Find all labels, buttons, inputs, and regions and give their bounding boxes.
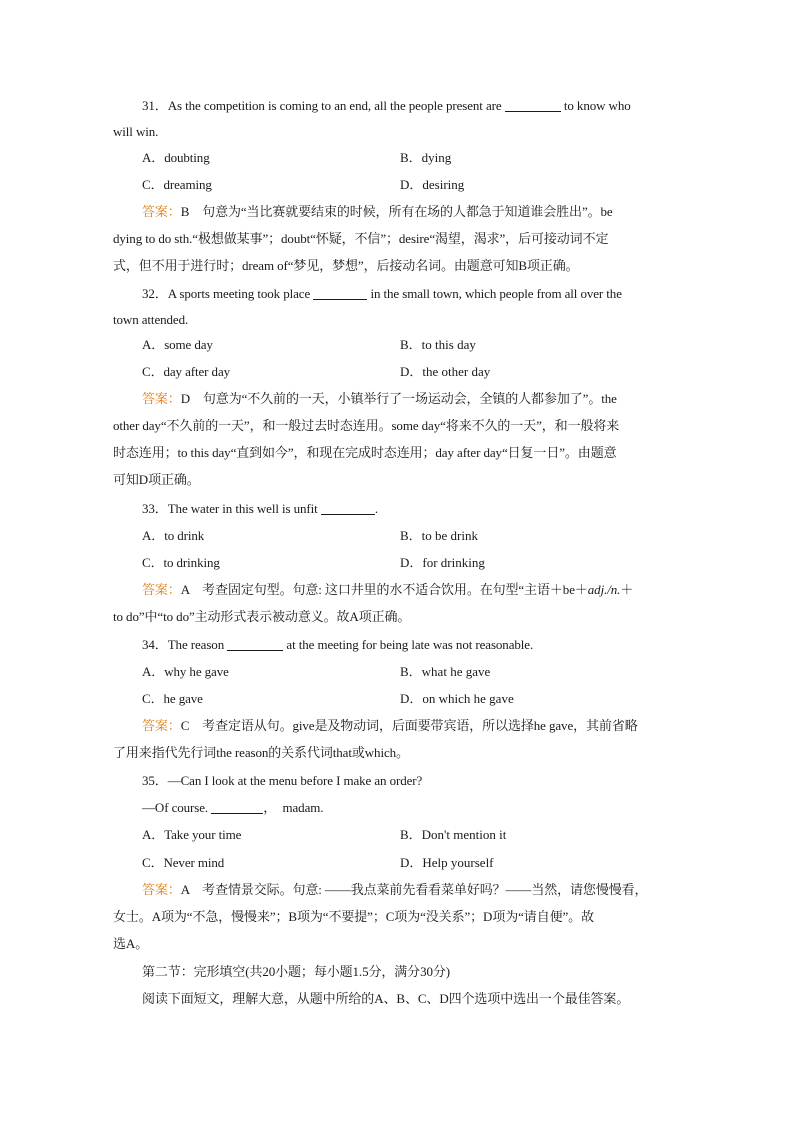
q33-stem-text: 33．The water in this well is unfit <box>142 501 318 516</box>
answer-text: A 考查固定句型。句意: 这口井里的水不适合饮用。在句型“主语＋be＋ <box>180 582 588 597</box>
answer-text: D 句意为“不久前的一天，小镇举行了一场运动会，全镇的人都参加了”。the <box>180 391 617 406</box>
q32-stem <box>142 280 712 307</box>
q34-stem-text: at the meeting for being late was not reasonable. <box>286 637 534 652</box>
q33-stem-text: . <box>374 501 378 516</box>
q35-option-b: B．Don't mention it <box>400 827 507 842</box>
q33-option-a: A．to drink <box>142 528 205 543</box>
q33-option-d: D．for drinking <box>400 555 485 570</box>
q34-stem-text: 34．The reason <box>142 637 225 652</box>
q34-option-c: C．he gave <box>142 691 203 706</box>
q35-stem-line2 <box>142 794 712 821</box>
q34-stem <box>142 631 712 658</box>
q32-answer <box>142 385 712 412</box>
q34-option-d: D．on which he gave <box>400 691 514 706</box>
q35-answer-line3: 选A。 <box>113 936 149 951</box>
q35-answer <box>142 876 712 903</box>
answer-blank <box>321 500 375 515</box>
q32-answer-line2: other day“不久前的一天”，和一般过去时态连用。some day“将来不久的一天”，和一般将来 <box>113 418 620 433</box>
q31-option-b: B．dying <box>400 150 452 165</box>
q33-option-b: B．to be drink <box>400 528 478 543</box>
q35-stem-text: ， madam. <box>263 800 324 815</box>
q31-stem <box>142 92 712 119</box>
q32-answer-line4: 可知D项正确。 <box>113 472 200 487</box>
section-instruction: 阅读下面短文，理解大意，从题中所给的A、B、C、D四个选项中选出一个最佳答案。 <box>142 991 630 1006</box>
answer-text: C 考查定语从句。give是及物动词，后面要带宾语，所以选择he gave，其前省略 <box>180 718 638 733</box>
q31-answer-line2: dying to do sth.“极想做某事”；doubt“怀疑，不信”；desire“渴望，渴求”，后可接动词不定 <box>113 231 609 246</box>
q32-answer-line3: 时态连用；to this day“直到如今”，和现在完成时态连用；day after day“日复一日”。由题意 <box>113 445 617 460</box>
q31-stem-text: to know who <box>563 98 631 113</box>
answer-label: 答案： <box>142 582 181 597</box>
q32-option-d: D．the other day <box>400 364 491 379</box>
answer-blank <box>211 799 263 814</box>
q35-stem: 35．—Can I look at the menu before I make an order? <box>142 773 423 788</box>
q34-answer <box>142 712 712 739</box>
answer-blank <box>313 285 367 300</box>
answer-text: B 句意为“当比赛就要结束的时候，所有在场的人都急于知道谁会胜出”。be <box>180 204 613 219</box>
answer-blank <box>227 636 283 651</box>
q33-stem <box>142 495 712 522</box>
section-title: 第二节：完形填空(共20小题；每小题1.5分，满分30分) <box>142 964 451 979</box>
q34-answer-line2: 了用来指代先行词the reason的关系代词that或which。 <box>113 745 409 760</box>
q31-stem-cont: will win. <box>113 124 159 139</box>
q35-option-c: C．Never mind <box>142 855 225 870</box>
q32-stem-text: 32．A sports meeting took place <box>142 286 311 301</box>
answer-label: 答案： <box>142 882 181 897</box>
q35-stem-text: —Of course. <box>142 800 209 815</box>
q31-option-c: C．dreaming <box>142 177 212 192</box>
q34-option-a: A．why he gave <box>142 664 229 679</box>
q31-answer <box>142 198 712 225</box>
q32-option-c: C．day after day <box>142 364 231 379</box>
answer-label: 答案： <box>142 718 181 733</box>
q31-option-d: D．desiring <box>400 177 465 192</box>
answer-label: 答案： <box>142 204 181 219</box>
answer-text: ＋ <box>620 582 634 597</box>
q34-option-b: B．what he gave <box>400 664 491 679</box>
q33-answer-line2: to do”中“to do”主动形式表示被动意义。故A项正确。 <box>113 609 411 624</box>
q32-stem-cont: town attended. <box>113 312 189 327</box>
q33-answer <box>142 576 712 603</box>
q33-option-c: C．to drinking <box>142 555 220 570</box>
q32-stem-text: in the small town, which people from all over the <box>370 286 622 301</box>
answer-text: A 考查情景交际。句意: ——我点菜前先看看菜单好吗？——当然，请您慢慢看， <box>180 882 648 897</box>
q31-stem-text: 31．As the competition is coming to an end, all the people present are <box>142 98 502 113</box>
q35-option-d: D．Help yourself <box>400 855 494 870</box>
q31-option-a: A．doubting <box>142 150 210 165</box>
q32-option-b: B．to this day <box>400 337 476 352</box>
q35-answer-line2: 女士。A项为“不急，慢慢来”；B项为“不要提”；C项为“没关系”；D项为“请自便”。故 <box>113 909 594 924</box>
q31-answer-line3: 式，但不用于进行时；dream of“梦见，梦想”，后接动名词。由题意可知B项正确。 <box>113 258 579 273</box>
answer-blank <box>505 97 561 112</box>
answer-label: 答案： <box>142 391 181 406</box>
q35-option-a: A．Take your time <box>142 827 242 842</box>
answer-text-italic: adj./n. <box>587 582 621 597</box>
q32-option-a: A．some day <box>142 337 213 352</box>
